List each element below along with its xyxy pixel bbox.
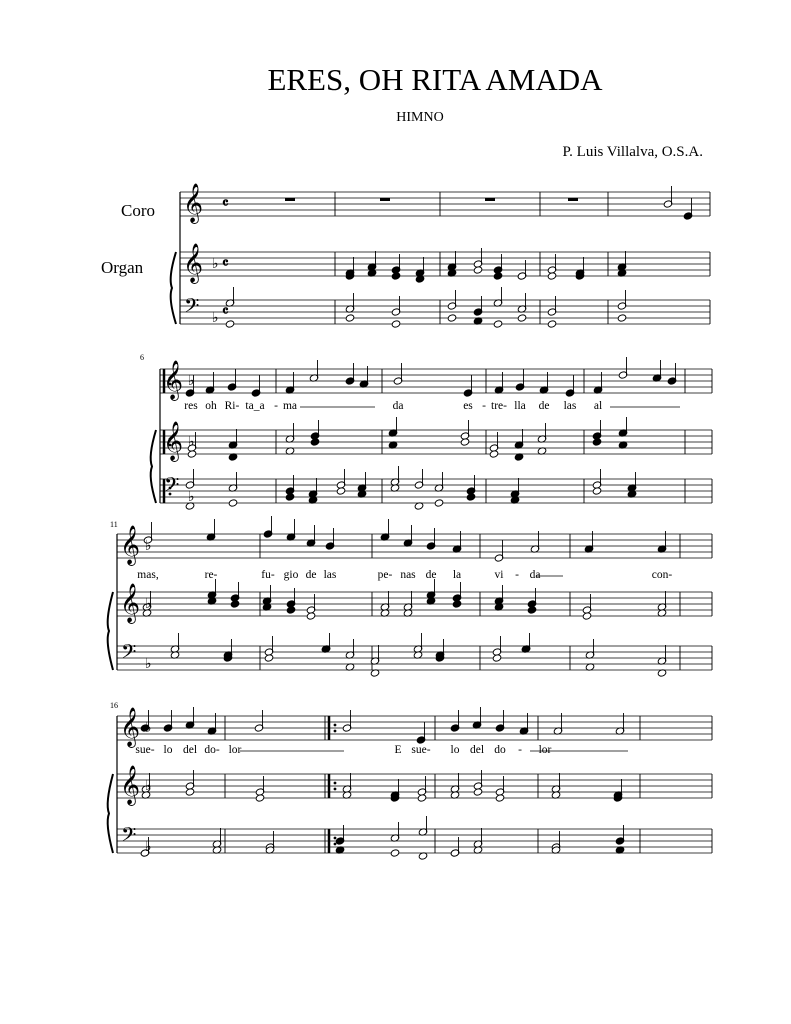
- flat-sign: ♭: [145, 779, 152, 794]
- lyric-syllable: tre-: [491, 400, 507, 412]
- measure-number: 16: [110, 701, 118, 710]
- lyric-syllable: lor: [228, 744, 242, 756]
- note-head: [306, 612, 316, 620]
- note-head: [336, 487, 346, 495]
- note-head: [460, 438, 470, 446]
- flat-sign: ♭: [188, 435, 195, 450]
- note-head: [473, 266, 483, 274]
- lyric-syllable: de: [425, 569, 437, 581]
- lyric-syllable: re-: [204, 569, 218, 581]
- note-head: [391, 320, 401, 328]
- note-head: [489, 450, 499, 458]
- note-head: [495, 794, 505, 802]
- time-signature: 𝄴: [222, 304, 229, 320]
- lyric-syllable: al: [593, 400, 603, 412]
- organ-label: Organ: [101, 258, 144, 277]
- treble-clef: 𝄞: [183, 243, 204, 283]
- note-head: [286, 606, 296, 614]
- staff-lines: [108, 192, 712, 853]
- note-head: [527, 606, 537, 614]
- lyric-syllable: sue-: [411, 744, 431, 756]
- lyric-syllable: da: [529, 569, 541, 581]
- lyric-syllable: res: [184, 400, 198, 412]
- piece-subtitle: HIMNO: [396, 110, 444, 125]
- note-head: [447, 314, 457, 322]
- lyric-syllable: ta_a: [245, 400, 265, 412]
- bass-clef: 𝄢: [184, 294, 200, 322]
- lyric-syllable: mas,: [137, 569, 159, 581]
- composer-credit: P. Luis Villalva, O.S.A.: [562, 144, 703, 160]
- note-head: [310, 438, 320, 446]
- repeat-dot: [334, 782, 337, 785]
- lyric-syllable: de: [305, 569, 317, 581]
- lyric-syllable: de: [538, 400, 550, 412]
- treble-clef: 𝄞: [163, 360, 184, 400]
- treble-clef: 𝄞: [163, 421, 184, 461]
- treble-clef: 𝄞: [120, 583, 141, 623]
- note-heads: [140, 186, 693, 860]
- choir-label: Coro: [121, 201, 155, 220]
- note-head: [230, 600, 240, 608]
- organ-brace: [151, 430, 156, 503]
- lyric-syllable: vi: [494, 569, 504, 581]
- lyric-syllable: E: [394, 744, 402, 756]
- note-head: [492, 654, 502, 662]
- lyric-syllable: fu-: [261, 569, 275, 581]
- note-head: [417, 794, 427, 802]
- treble-clef: 𝄞: [120, 525, 141, 565]
- bass-clef: 𝄢: [164, 473, 180, 501]
- note-head: [187, 450, 197, 458]
- lyric-syllable: Ri-: [224, 400, 240, 412]
- lyric-syllable: pe-: [377, 569, 393, 581]
- lyric-syllable: -: [274, 400, 278, 412]
- lyric-syllable: oh: [205, 400, 217, 412]
- note-head: [466, 493, 476, 501]
- note-head: [617, 314, 627, 322]
- bass-clef: 𝄢: [121, 640, 137, 668]
- organ-brace: [108, 774, 113, 853]
- note-head: [547, 320, 557, 328]
- flat-sign: ♭: [212, 311, 219, 326]
- whole-rest: [485, 198, 495, 201]
- lyric-syllable: nas: [400, 569, 416, 581]
- repeat-dot: [334, 837, 337, 840]
- lyric-syllable: con-: [651, 569, 673, 581]
- lyric-syllable: -: [515, 569, 519, 581]
- treble-clef: 𝄞: [183, 183, 204, 223]
- lyric-syllable: lo: [450, 744, 460, 756]
- lyric-syllable: la: [452, 569, 462, 581]
- note-head: [452, 600, 462, 608]
- lyric-syllable: do-: [204, 744, 220, 756]
- lyric-syllable: sue-: [135, 744, 155, 756]
- treble-clef: 𝄞: [120, 707, 141, 747]
- note-head: [228, 499, 238, 507]
- lyric-syllable: lo: [163, 744, 173, 756]
- lyric-syllable: lla: [514, 400, 526, 412]
- flat-sign: ♭: [145, 840, 152, 855]
- note-head: [592, 438, 602, 446]
- lyric-syllable: ma: [282, 400, 298, 412]
- repeat-dot: [334, 788, 337, 791]
- note-head: [345, 314, 355, 322]
- lyric-syllable: las: [563, 400, 577, 412]
- note-head: [517, 314, 527, 322]
- lyric-syllable: del: [469, 744, 485, 756]
- note-head: [225, 320, 235, 328]
- lyric-syllable: gio: [283, 569, 299, 581]
- lyric-syllable: -: [482, 400, 486, 412]
- organ-brace: [108, 592, 113, 670]
- whole-rest: [380, 198, 390, 201]
- repeat-dot: [334, 724, 337, 727]
- note-head: [255, 794, 265, 802]
- note-head: [473, 788, 483, 796]
- note-head: [592, 487, 602, 495]
- note-head: [493, 272, 503, 280]
- measure-number: 6: [140, 353, 144, 362]
- flat-sign: ♭: [212, 257, 219, 272]
- flat-sign: ♭: [188, 374, 195, 389]
- note-head: [391, 272, 401, 280]
- note-head: [185, 788, 195, 796]
- time-signature: 𝄴: [222, 196, 229, 212]
- score-text: [110, 353, 680, 756]
- lyric-syllable: lor: [538, 744, 552, 756]
- treble-clef: 𝄞: [120, 765, 141, 805]
- lyric-syllable: las: [323, 569, 337, 581]
- note-head: [434, 499, 444, 507]
- lyric-syllable: da: [392, 400, 404, 412]
- note-head: [264, 654, 274, 662]
- lyric-syllable: del: [182, 744, 198, 756]
- lyric-syllable: es: [463, 400, 473, 412]
- repeat-dot: [334, 730, 337, 733]
- note-head: [493, 320, 503, 328]
- lyric-syllable: do: [494, 744, 506, 756]
- measure-number: 11: [110, 520, 118, 529]
- flat-sign: ♭: [145, 721, 152, 736]
- whole-rest: [285, 198, 295, 201]
- piece-title: ERES, OH RITA AMADA: [267, 62, 603, 97]
- flat-sign: ♭: [188, 490, 195, 505]
- time-signature: 𝄴: [222, 256, 229, 272]
- note-head: [285, 493, 295, 501]
- note-head: [547, 272, 557, 280]
- lyric-syllable: -: [518, 744, 522, 756]
- whole-rest: [568, 198, 578, 201]
- flat-sign: ♭: [145, 539, 152, 554]
- flat-sign: ♭: [145, 597, 152, 612]
- note-head: [390, 849, 400, 857]
- note-head: [582, 612, 592, 620]
- organ-brace: [171, 252, 176, 324]
- flat-sign: ♭: [145, 657, 152, 672]
- bass-clef: 𝄢: [121, 823, 137, 851]
